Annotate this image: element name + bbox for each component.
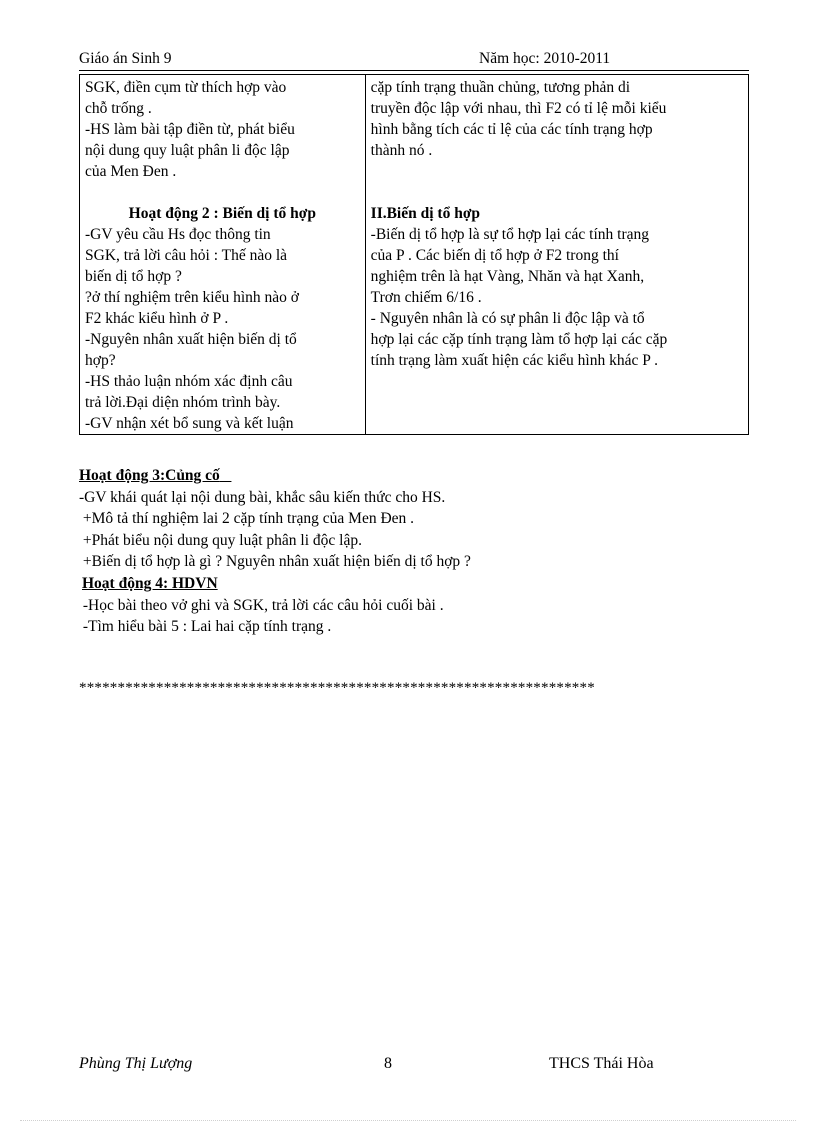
section-heading: II.Biến dị tổ hợp [370, 205, 481, 222]
text-line: tính trạng làm xuất hiện các kiểu hình khác P . [370, 352, 659, 369]
text-line: nghiệm trên là hạt Vàng, Nhăn và hạt Xanh, [370, 268, 645, 285]
header-school-year: Năm học: 2010-2011 [479, 50, 611, 67]
text-line: hợp lại các cặp tính trạng làm tổ hợp lại các cặp [370, 331, 668, 348]
text-line: thành nó . [370, 142, 433, 159]
text-line: -Nguyên nhân xuất hiện biến dị tổ [85, 331, 297, 348]
text-line: của P . Các biến dị tổ hợp ở F2 trong thí [370, 247, 619, 264]
text-line: nội dung quy luật phân li độc lập [85, 142, 290, 159]
text-line: biến dị tổ hợp ? [85, 268, 182, 285]
text-line: hình bằng tích các tỉ lệ của các tính trạng hợp [370, 121, 653, 138]
page-bottom-divider [20, 1120, 796, 1121]
text-line: hợp? [85, 352, 116, 369]
teacher-student-activity-cell [80, 75, 366, 435]
header-subject: Giáo án Sinh 9 [79, 50, 172, 67]
text-line: trả lời.Đại diện nhóm trình bày. [85, 394, 281, 411]
page-number: 8 [384, 1055, 392, 1072]
text-line: truyền độc lập với nhau, thì F2 có tỉ lệ mỗi kiểu [370, 100, 667, 117]
page-header [79, 50, 749, 71]
text-line: -Tìm hiểu bài 5 : Lai hai cặp tính trạng . [79, 618, 332, 636]
activity3-heading: Hoạt động 3:Củng cố [79, 467, 220, 484]
text-line: Trơn chiếm 6/16 . [370, 289, 482, 306]
footer-school: THCS Thái Hòa [549, 1055, 654, 1072]
activity4-heading: Hoạt động 4: HDVN [82, 574, 218, 592]
text-line: ?ở thí nghiệm trên kiểu hình nào ở [85, 289, 299, 306]
content-cell [365, 75, 748, 435]
post-table-section [79, 465, 759, 638]
text-line: -GV nhận xét bổ sung và kết luận [85, 415, 294, 432]
text-line: cặp tính trạng thuần chủng, tương phản di [370, 79, 631, 96]
text-line: SGK, trả lời câu hỏi : Thế nào là [85, 247, 288, 264]
text-line: -HS thảo luận nhóm xác định câu [85, 373, 293, 390]
separator-stars: ******************************************************************* [79, 680, 595, 696]
text-line: - Nguyên nhân là có sự phân li độc lập và tổ [370, 310, 645, 327]
text-line: +Mô tả thí nghiệm lai 2 cặp tính trạng của Men Đen . [79, 510, 415, 528]
text-line: -Học bài theo vở ghi và SGK, trả lời các câu hỏi cuối bài . [79, 596, 444, 614]
text-line: -HS làm bài tập điền từ, phát biểu [85, 121, 295, 138]
table-row [80, 75, 749, 435]
text-line: +Phát biểu nội dung quy luật phân li độc lập. [79, 531, 362, 549]
text-line: SGK, điền cụm từ thích hợp vào [85, 79, 287, 96]
text-line: F2 khác kiểu hình ở P . [85, 310, 229, 327]
text-line: chỗ trống . [85, 100, 152, 117]
footer-author: Phùng Thị Lượng [79, 1055, 193, 1072]
text-line: -GV khái quát lại nội dung bài, khắc sâu kiến thức cho HS. [79, 488, 446, 506]
text-line: của Men Đen . [85, 163, 177, 180]
text-line: -Biến dị tổ hợp là sự tổ hợp lại các tính trạng [370, 226, 649, 243]
text-line: +Biến dị tổ hợp là gì ? Nguyên nhân xuất hiện biến dị tổ hợp ? [79, 553, 471, 571]
text-line: -GV yêu cầu Hs đọc thông tin [85, 226, 271, 243]
page-footer [79, 1055, 759, 1077]
activity2-heading: Hoạt động 2 : Biến dị tổ hợp [128, 205, 316, 222]
lesson-table [79, 74, 749, 435]
